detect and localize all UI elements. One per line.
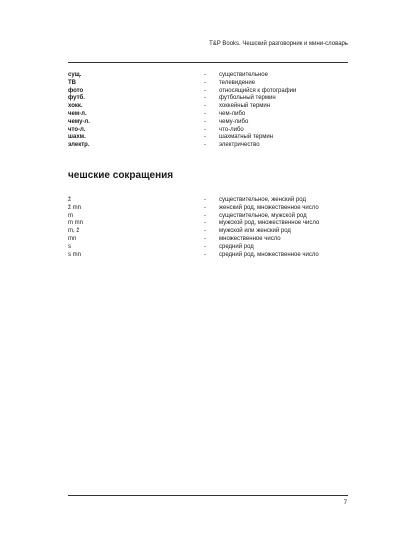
abbreviation-dash: - xyxy=(204,134,206,141)
abbreviation-row xyxy=(68,72,368,80)
abbreviation-meaning: мужской род, множественное число xyxy=(219,220,320,227)
russian-abbreviation-list xyxy=(68,72,368,150)
abbreviation-row xyxy=(68,213,368,221)
abbreviation-term: ž mn xyxy=(68,204,82,211)
abbreviation-row xyxy=(68,244,368,252)
abbreviation-meaning: средний род xyxy=(219,243,254,250)
czech-abbreviation-list xyxy=(68,197,368,259)
abbreviation-meaning: существительное xyxy=(219,72,268,78)
abbreviation-dash: - xyxy=(204,95,206,102)
abbreviation-row xyxy=(68,197,368,205)
abbreviation-dash: - xyxy=(204,204,206,211)
abbreviation-term: ТВ xyxy=(68,79,76,86)
abbreviation-row xyxy=(68,95,368,103)
abbreviation-row xyxy=(68,220,368,228)
page-number: 7 xyxy=(343,500,347,506)
abbreviation-row xyxy=(68,111,368,119)
abbreviation-row xyxy=(68,252,368,260)
abbreviation-meaning: существительное, мужской род xyxy=(219,212,307,219)
abbreviation-meaning: чем-либо xyxy=(219,110,246,117)
abbreviation-meaning: шахматный термин xyxy=(219,134,274,141)
abbreviation-term: mn xyxy=(68,235,77,242)
abbreviation-term: сущ. xyxy=(68,72,82,78)
abbreviation-dash: - xyxy=(204,142,206,149)
abbreviation-meaning: множественное число xyxy=(219,235,281,242)
abbreviation-term: хокк. xyxy=(68,103,83,110)
page-header xyxy=(0,40,416,52)
abbreviation-term: фото xyxy=(68,87,84,94)
abbreviation-row xyxy=(68,88,368,96)
abbreviation-row xyxy=(68,80,368,88)
abbreviation-dash: - xyxy=(204,79,206,86)
abbreviation-term: m, ž xyxy=(68,228,80,235)
abbreviation-meaning: футбольный термин xyxy=(219,95,276,102)
abbreviation-dash: - xyxy=(204,228,206,235)
header-divider xyxy=(68,62,348,63)
abbreviation-row xyxy=(68,142,368,150)
abbreviation-term: электр. xyxy=(68,142,90,149)
abbreviation-dash: - xyxy=(204,118,206,125)
abbreviation-dash: - xyxy=(204,110,206,117)
abbreviation-row xyxy=(68,228,368,236)
book-running-title: T&P Books. Чешский разговорник и мини-словарь xyxy=(209,41,348,47)
abbreviation-dash: - xyxy=(204,212,206,219)
abbreviation-meaning: телевидение xyxy=(219,79,256,86)
abbreviation-meaning: мужской или женский род xyxy=(219,228,291,235)
abbreviation-row xyxy=(68,134,368,142)
abbreviation-dash: - xyxy=(204,197,206,203)
abbreviation-row xyxy=(68,119,368,127)
abbreviation-term: чему-л. xyxy=(68,118,90,125)
abbreviation-meaning: существительное, женский род xyxy=(219,197,306,203)
abbreviation-meaning: что-либо xyxy=(219,126,244,133)
abbreviation-term: что-л. xyxy=(68,126,86,133)
abbreviation-term: m mn xyxy=(68,220,83,227)
abbreviation-meaning: средний род, множественное число xyxy=(219,251,319,258)
abbreviation-meaning: относящийся к фотографии xyxy=(219,87,297,94)
abbreviation-term: футб. xyxy=(68,95,85,102)
czech-section-title: чешские сокращения xyxy=(68,170,174,181)
abbreviation-term: m xyxy=(68,212,73,219)
abbreviation-dash: - xyxy=(204,235,206,242)
abbreviation-dash: - xyxy=(204,87,206,94)
abbreviation-dash: - xyxy=(204,126,206,133)
abbreviation-dash: - xyxy=(204,251,206,258)
abbreviation-term: s mn xyxy=(68,251,82,258)
abbreviation-dash: - xyxy=(204,243,206,250)
abbreviation-row xyxy=(68,103,368,111)
abbreviation-row xyxy=(68,127,368,135)
abbreviation-term: s xyxy=(68,243,71,250)
abbreviation-term: ž xyxy=(68,197,71,203)
abbreviation-meaning: хоккейный термин xyxy=(219,103,271,110)
abbreviation-dash: - xyxy=(204,72,206,78)
abbreviation-meaning: электричество xyxy=(219,142,260,149)
footer-divider xyxy=(68,495,348,496)
abbreviation-term: шахм. xyxy=(68,134,86,141)
abbreviation-meaning: чему-либо xyxy=(219,118,249,125)
abbreviation-row xyxy=(68,205,368,213)
abbreviation-dash: - xyxy=(204,220,206,227)
abbreviation-meaning: женский род, множественное число xyxy=(219,204,319,211)
abbreviation-term: чем-л. xyxy=(68,110,87,117)
abbreviation-row xyxy=(68,236,368,244)
abbreviation-dash: - xyxy=(204,103,206,110)
